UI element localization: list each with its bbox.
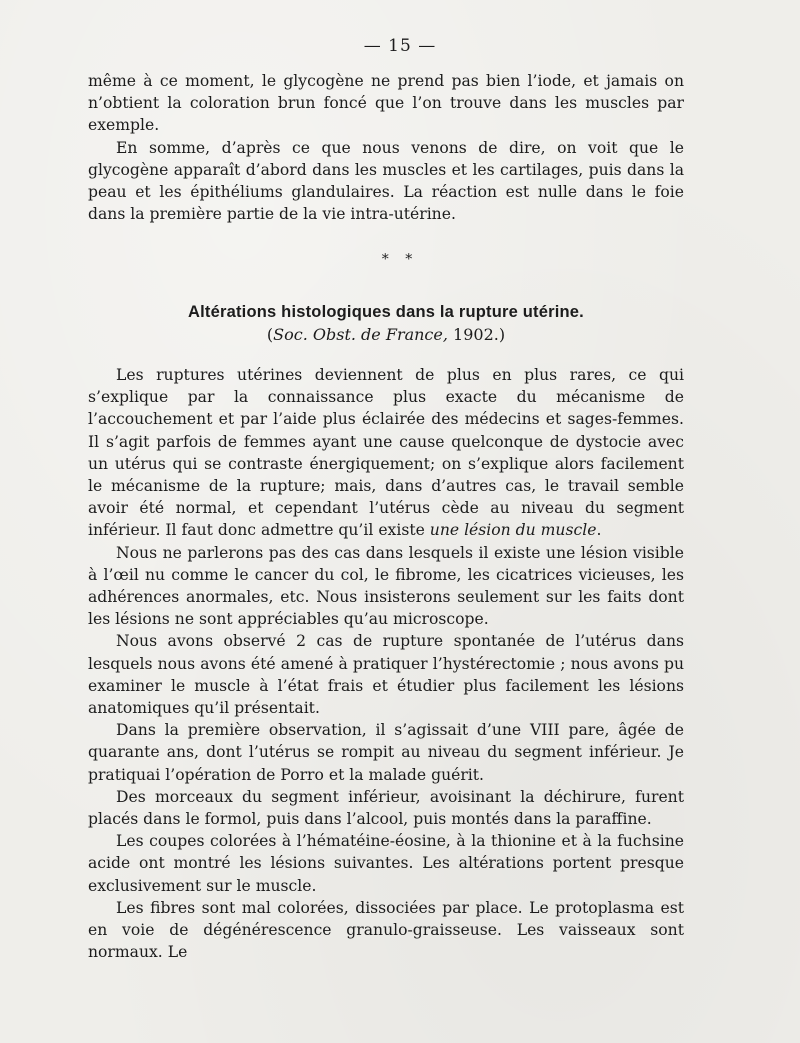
intro-text-block bbox=[88, 70, 684, 225]
body-paragraph-1-end: . bbox=[596, 521, 602, 540]
body-paragraph-2: Nous ne parlerons pas des cas dans lesquels il existe une lésion visible à l’œil nu comme le cancer du col, le fibrome, les cicatrices vicieuses, les adhérences anormales, etc. Nous insisterons seulement sur les faits dont les lésions ne sont appréciables qu’au microscope. bbox=[88, 543, 684, 629]
section-separator-asterisks: ⁎ ⁎ bbox=[381, 247, 419, 263]
intro-paragraph-1: même à ce moment, le glycogène ne prend pas bien l’iode, et jamais on n’obtient la coloration brun foncé que l’on trouve dans les muscles par exemple. bbox=[88, 72, 684, 135]
body-paragraph-5: Des morceaux du segment inférieur, avoisinant la déchirure, furent placés dans le formol, puis dans l’alcool, puis montés dans la paraffine. bbox=[88, 787, 684, 829]
body-paragraph-3: Nous avons observé 2 cas de rupture spontanée de l’utérus dans lesquels nous avons été amené à pratiquer l’hystérectomie ; nous avons pu examiner le muscle à l’état frais et étudier plus facilement les lésions anatomiques qu’il présentait. bbox=[88, 632, 684, 718]
source-open-paren: ( bbox=[266, 325, 274, 344]
intro-paragraph-2: En somme, d’après ce que nous venons de dire, on voit que le glycogène apparaît d’abord dans les muscles et les cartilages, puis dans la peau et les épithéliums glandulaires. La réaction est nulle dans le foie dans la première partie de la vie intra-utérine. bbox=[88, 138, 684, 224]
body-paragraph-7: Les fibres sont mal colorées, dissociées par place. Le protoplasma est en voie de dégénérescence granulo-graisseuse. Les vaisseaux sont normaux. Le bbox=[88, 898, 684, 962]
body-paragraph-1-italic: une lésion du muscle bbox=[429, 521, 597, 540]
main-text-block bbox=[88, 364, 684, 963]
body-paragraph-4: Dans la première observation, il s’agissait d’une VIII pare, âgée de quarante ans, dont l’utérus se rompit au niveau du segment inférieur. Je pratiquai l’opération de Porro et la malade guérit. bbox=[88, 721, 684, 784]
body-paragraph-6: Les coupes colorées à l’hématéine-éosine, à la thionine et à la fuchsine acide ont montré les lésions suivantes. Les altérations portent presque exclusivement sur le muscle. bbox=[88, 832, 684, 895]
source-journal: Soc. Obst. de France, bbox=[273, 325, 448, 344]
source-year: 1902.) bbox=[447, 325, 506, 344]
body-paragraph-1 bbox=[88, 364, 684, 542]
section-title: Altérations histologiques dans la rupture utérine. bbox=[188, 303, 584, 321]
section-source bbox=[0, 325, 772, 344]
body-paragraph-1-text: Les ruptures utérines deviennent de plus en plus rares, ce qui s’explique par la connaissance plus exacte du mécanisme de l’accouchement et par l’aide plus éclairée des médecins et sages-femmes. Il s’agit parfois de femmes ayant une cause quelconque de dystocie avec un utérus qui se contraste énergiquement; on s’explique alors facilement le mécanisme de la rupture; mais, dans d’autres cas, le travail semble avoir été normal, et cependant l’utérus cède au niveau du segment inférieur. Il faut donc admettre qu’il existe bbox=[88, 366, 684, 540]
page-number: — 15 — bbox=[363, 36, 437, 56]
